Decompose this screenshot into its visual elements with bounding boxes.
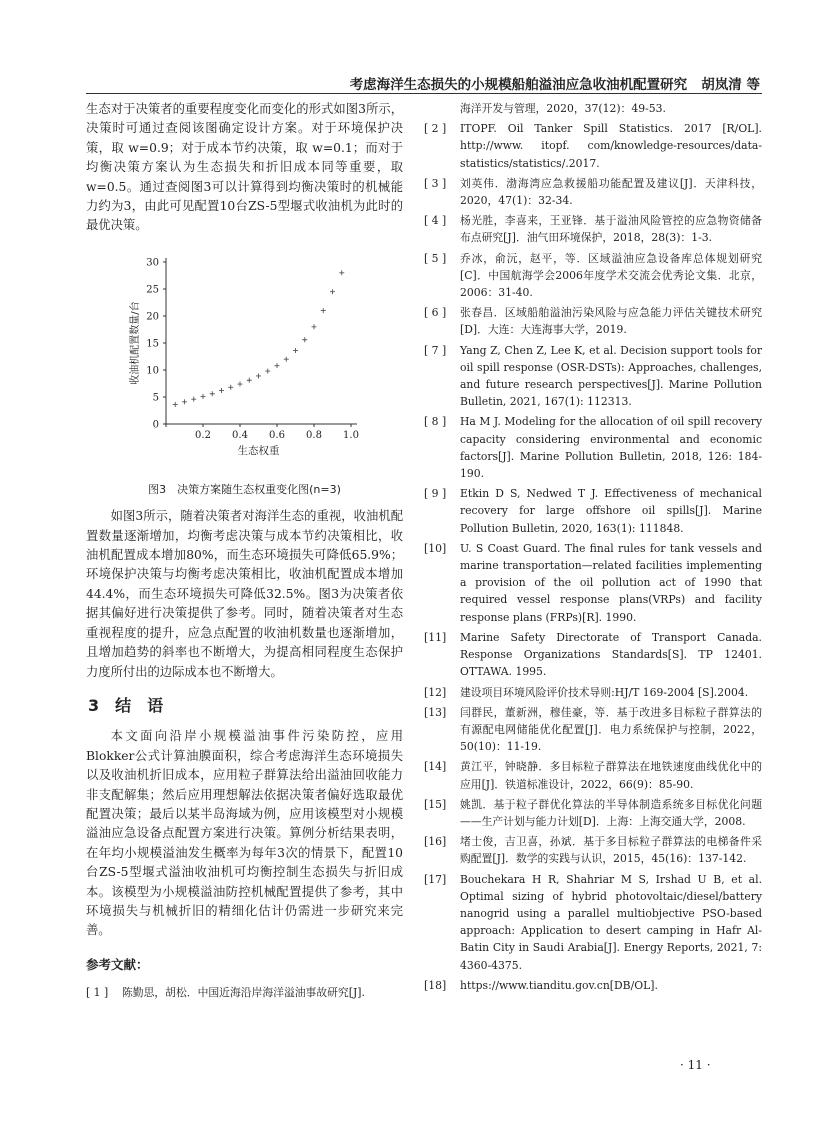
reference-text: Yang Z, Chen Z, Lee K, et al. Decision support tools for oil spill response (OSR-DSTs): Approaches, challenges, and future research perspectives[J]. Marine Pollution Bulletin, 2021, 167(1): 112313. [460, 343, 762, 409]
data-point [238, 381, 243, 386]
reference-item [424, 796, 762, 830]
reference-number: [18] [424, 978, 447, 992]
reference-number: [16] [424, 835, 447, 849]
data-point [293, 348, 298, 353]
data-point [339, 270, 344, 275]
reference-number: [ 6 ] [424, 306, 447, 320]
data-point [182, 399, 187, 404]
reference-item [424, 758, 762, 792]
data-point [201, 394, 206, 399]
reference-number: [17] [424, 872, 447, 886]
figure-3 [86, 244, 403, 472]
x-tick-label: 0.6 [269, 429, 285, 441]
reference-item [424, 540, 762, 626]
reference-item [424, 120, 762, 172]
data-point [265, 368, 270, 373]
reference-text: 杨光胜，李喜来，王亚锋．基于溢油风险管控的应急物资储备布点研究[J]．油气田环境保护，2018，28(3)：1-3. [460, 214, 762, 245]
data-point [330, 289, 335, 294]
paragraph-conclusion: 本文面向沿岸小规模溢油事件污染防控，应用Blokker公式计算油膜面积，综合考虑海洋生态环境损失以及收油机折旧成本，应用粒子群算法给出溢油回收能力非支配解集；然后应用理想解法依据决策者偏好选取最优配置决策；最后以某半岛海域为例，应用该模型对小规模溢油应急设备点配置方案进行决策。算例分析结果表明，在年均小规模溢油发生概率为每年3次的情景下，配置10台ZS-5型堰式溢油收油机可均衡控制生态损失与折旧成本。该模型为小规模溢油防控机械配置提供了参考，其中环境损失与机械折旧的精细化估计仍需进一步研究来完善。 [86, 729, 403, 938]
reference-number: [ 3 ] [424, 176, 447, 190]
reference-text: Ha M J. Modeling for the allocation of oil spill recovery capacity considering environmental and economic factors[J]. Marine Pollution Bulletin, 2018, 126: 184-190. [460, 415, 762, 481]
left-column [86, 100, 403, 1004]
figure-caption: 图3 决策方案随生态权重变化图(n=3) [148, 482, 341, 496]
y-tick-label: 15 [146, 338, 159, 350]
x-tick-label: 1.0 [343, 429, 359, 441]
reference-item [424, 833, 762, 867]
y-tick-label: 20 [146, 311, 159, 323]
reference-number: [ 1 ] [86, 986, 109, 1000]
reference-number: [15] [424, 797, 447, 811]
reference-text: 张春昌．区域船舶溢油污染风险与应急能力评估关键技术研究[D]．大连：大连海事大学，2019. [460, 306, 762, 337]
x-tick-label: 0.4 [232, 429, 248, 441]
data-point [302, 337, 307, 342]
data-point [228, 385, 233, 390]
y-tick-label: 0 [152, 419, 159, 431]
x-axis-label: 生态权重 [237, 444, 280, 457]
data-point [284, 357, 289, 362]
reference-text: 姚凯．基于粒子群优化算法的半导体制造系统多目标优化问题——生产计划与能力计划[D]．上海：上海交通大学，2008. [460, 797, 762, 828]
reference-text: Etkin D S, Nedwed T J. Effectiveness of mechanical recovery for large offshore oil spills[J]. Marine Pollution Bulletin, 2020, 163(1): 111848. [460, 487, 762, 535]
reference-number: [ 9 ] [424, 487, 447, 501]
reference-text: U. S Coast Guard. The final rules for tank vessels and marine transportation—related facilities implementing a provision of the oil pollution act of 1990 that required vessel response plans(VRPs) and facility response plans (FRPs)[R]. 1990. [460, 541, 762, 624]
reference-item [424, 304, 762, 338]
reference-text: 海洋开发与管理，2020，37(12)：49-53. [460, 102, 666, 115]
header-rule [86, 93, 762, 94]
data-point [173, 402, 178, 407]
reference-item [424, 212, 762, 246]
reference-text: 黄江平，钟晓静．多目标粒子群算法在地铁速度曲线优化中的应用[J]．铁道标准设计，2022，66(9)：85-90. [460, 760, 762, 791]
data-point [219, 388, 224, 393]
data-point [321, 308, 326, 313]
data-point [210, 391, 215, 396]
references-title: 参考文献： [86, 956, 149, 972]
running-header [300, 73, 760, 93]
reference-number: [ 5 ] [424, 251, 447, 265]
reference-text: 堵士俊，吉卫喜，孙斌．基于多目标粒子群算法的电梯备件采购配置[J]．数学的实践与认识，2015，45(16)：137-142. [460, 835, 762, 866]
reference-text: 刘英伟．渤海湾应急救援船功能配置及建议[J]．天津科技，2020，47(1)：32-34. [460, 176, 762, 208]
reference-item [424, 175, 762, 209]
reference-text: https://www.tianditu.gov.cn[DB/OL]. [460, 978, 658, 992]
reference-item [424, 684, 762, 701]
reference-item [424, 704, 762, 756]
reference-text: 乔冰，俞沅，赵平，等．区域溢油应急设备库总体规划研究[C]．中国航海学会2006年度学术交流会优秀论文集．北京，2006：31-40. [460, 251, 762, 300]
right-column [424, 100, 762, 997]
reference-item [424, 977, 762, 994]
reference-number: [14] [424, 760, 447, 774]
reference-item [424, 413, 762, 482]
reference-number: [ 8 ] [424, 415, 447, 429]
data-point [275, 363, 280, 368]
x-tick-label: 0.8 [306, 429, 322, 441]
reference-item [424, 342, 762, 411]
reference-item [424, 250, 762, 302]
reference-text: 建设项目环境风险评价技术导则:HJ/T 169-2004 [S].2004. [460, 685, 749, 699]
paragraph-decision: 生态对于决策者的重要程度变化而变化的形式如图3所示，决策时可通过查阅该图确定设计方案。对于环境保护决策，取 w=0.9；对于成本节约决策，取 w=0.1；而对于均衡决策方案认为生态损失和折旧成本同等重要，取 w=0.5。通过查阅图3可以计算得到均衡决策时的机械能力约为3，由此可见配置10台ZS-5型堰式收油机为此时的最优决策。 [86, 102, 403, 233]
reference-number: [ 2 ] [424, 122, 447, 136]
y-tick-label: 25 [146, 284, 159, 296]
x-tick-label: 0.2 [195, 429, 211, 441]
data-point [256, 373, 261, 378]
reference-item [86, 984, 403, 1001]
running-title: 考虑海洋生态损失的小规模船舶溢油应急收油机配置研究 [349, 77, 688, 93]
reference-continuation [424, 100, 762, 117]
reference-text: Marine Safety Directorate of Transport Canada. Response Organizations Standards[S]. TP 12401. OTTAWA. 1995. [460, 630, 762, 679]
y-tick-label: 10 [146, 365, 159, 377]
data-point [191, 397, 196, 402]
section-title: 3 结 语 [88, 695, 164, 715]
reference-item [424, 629, 762, 681]
reference-number: [13] [424, 705, 447, 719]
y-axis-label: 收油机配置数量/台 [130, 301, 141, 385]
reference-number: [ 7 ] [424, 343, 447, 357]
reference-text: ITOPF. Oil Tanker Spill Statistics. 2017 [R/OL]. http://www. itopf. com/knowledge-resources/data-statistics/statistics/.2017. [460, 122, 762, 170]
reference-number: [10] [424, 541, 447, 555]
reference-text: 陈勤思，胡松．中国近海沿岸海洋溢油事故研究[J]. [122, 986, 365, 1000]
reference-item [424, 871, 762, 974]
y-tick-label: 5 [152, 392, 159, 404]
data-point [312, 324, 317, 329]
reference-text: Bouchekara H R, Shahriar M S, Irshad U B, et al. Optimal sizing of hybrid photovoltaic/diesel/battery nanogrid using a parallel multiobjective PSO-based approach: Application to desert camping in Hafr Al-Batin City in Saudi Arabia[J]. Energy Reports, 2021, 7: 4360-4375. [460, 872, 762, 972]
paragraph-analysis: 如图3所示，随着决策者对海洋生态的重视，收油机配置数量逐渐增加，均衡考虑决策与成本节约决策相比，收油机配置成本增加80%，而生态环境损失可降低65.9%；环境保护决策与均衡考虑决策相比，收油机配置成本增加44.4%，而生态环境损失可降低32.5%。图3为决策者依据其偏好进行决策提供了参考。同时，随着决策者对生态重视程度的提升，应急点配置的收油机数量也逐渐增加，且增加趋势的斜率也不断增大，为提高相同程度生态保护力度所付出的边际成本也不断增大。 [86, 509, 403, 679]
reference-item [424, 485, 762, 537]
running-authors: 胡岚清 等 [701, 77, 760, 93]
reference-number: [11] [424, 630, 447, 644]
scatter-chart [86, 244, 403, 472]
reference-text: 闫群民，董新洲，穆佳豪，等．基于改进多目标粒子群算法的有源配电网储能优化配置[J]．电力系统保护与控制，2022，50(10)：11-19. [460, 705, 762, 754]
reference-list [424, 120, 762, 994]
data-point [247, 378, 252, 383]
reference-number: [ 4 ] [424, 214, 447, 228]
reference-number: [12] [424, 685, 447, 699]
y-tick-label: 30 [146, 257, 159, 269]
page-number: · 11 · [680, 1058, 711, 1072]
